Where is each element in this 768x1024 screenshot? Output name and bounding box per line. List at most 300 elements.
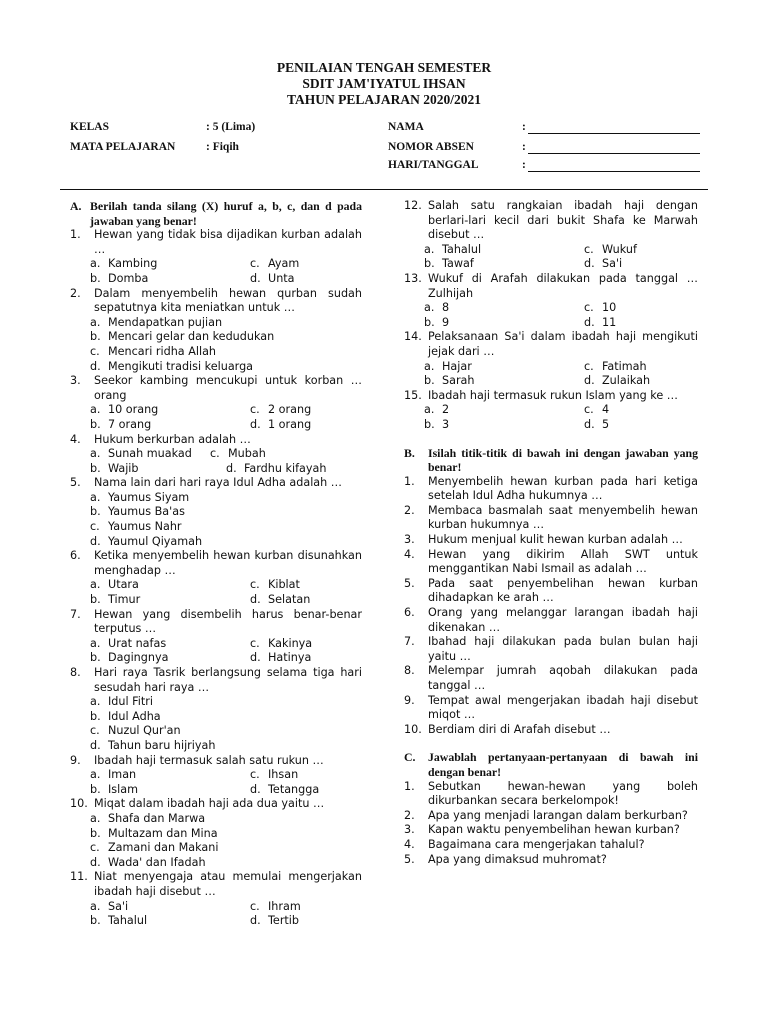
option-letter: a. <box>90 768 101 782</box>
option-letter: c. <box>250 257 260 271</box>
mapel-label: MATA PELAJARAN <box>70 141 176 153</box>
option-letter: a. <box>424 242 435 256</box>
question-text: Orang yang melanggar larangan ibadah haji dikenakan … <box>428 606 698 634</box>
options <box>404 360 698 389</box>
question-text: Pada saat penyembelihan hewan kurban dihadapkan ke arah … <box>428 576 698 605</box>
option-c[interactable] <box>250 578 410 593</box>
options <box>70 491 362 549</box>
question-number: 5. <box>404 852 415 866</box>
option-text: Tawaf <box>442 257 474 271</box>
question-number: 8. <box>404 664 415 678</box>
option-d[interactable] <box>584 418 744 433</box>
question-number: 8. <box>70 666 81 679</box>
question-6 <box>404 606 698 635</box>
question-number: 13. <box>404 271 422 285</box>
question-1 <box>404 780 698 809</box>
option-text: Sa'i <box>602 257 623 271</box>
option-c[interactable] <box>210 447 266 462</box>
option-text: Tertib <box>268 914 300 928</box>
option-c[interactable] <box>90 520 362 535</box>
option-b[interactable] <box>424 374 584 389</box>
question-stem <box>404 199 698 243</box>
question-stem <box>404 330 698 359</box>
options <box>70 578 362 607</box>
question-number: 10. <box>70 797 88 811</box>
option-text: 5 <box>602 417 610 431</box>
question-5 <box>404 853 698 868</box>
question-9 <box>404 694 698 723</box>
option-d[interactable] <box>250 651 410 666</box>
option-letter: d. <box>90 359 101 373</box>
question-number: 6. <box>70 549 81 563</box>
option-letter: b. <box>90 417 101 431</box>
question-number: 3. <box>70 374 81 388</box>
question-text: Sebutkan hewan-hewan yang boleh dikurbankan secara berkelompok! <box>428 779 698 808</box>
question-text: Niat menyengaja atau memulai mengerjakan ibadah haji disebut … <box>94 870 362 898</box>
question-stem <box>404 389 698 404</box>
option-text: Idul Adha <box>108 709 161 723</box>
question-text: Ibadah haji termasuk rukun Islam yang ke … <box>428 388 678 402</box>
question-4 <box>404 548 698 577</box>
question-3 <box>404 533 698 548</box>
option-text: Unta <box>268 271 295 285</box>
option-d[interactable] <box>584 257 744 272</box>
left-column <box>70 199 362 929</box>
option-b[interactable] <box>90 593 250 608</box>
option-row <box>90 257 362 272</box>
question-10 <box>404 723 698 738</box>
option-text: Hatinya <box>268 651 312 665</box>
absen-field[interactable] <box>528 153 700 154</box>
option-letter: a. <box>90 447 101 461</box>
question-stem <box>70 754 362 769</box>
question-text: Apa yang menjadi larangan dalam berkurban? <box>428 808 688 822</box>
options <box>70 695 362 753</box>
option-text: Tahalul <box>108 914 148 928</box>
option-a[interactable] <box>424 301 584 316</box>
section-b-questions <box>404 475 698 738</box>
option-row <box>90 651 362 666</box>
question-number: 2. <box>70 286 81 300</box>
question-stem <box>70 666 362 695</box>
option-b[interactable] <box>424 418 584 433</box>
question-2 <box>404 809 698 824</box>
question-stem <box>70 476 362 491</box>
question-12 <box>404 199 698 272</box>
option-letter: b. <box>90 505 101 519</box>
option-b[interactable] <box>90 783 250 798</box>
nama-field[interactable] <box>528 133 700 134</box>
option-letter: d. <box>250 593 261 607</box>
question-stem <box>70 608 362 637</box>
option-a[interactable] <box>90 768 250 783</box>
question-7 <box>70 608 362 666</box>
option-c[interactable] <box>250 637 410 652</box>
option-d[interactable] <box>90 739 362 754</box>
option-d[interactable] <box>250 783 410 798</box>
question-stem <box>70 287 362 316</box>
question-1 <box>404 475 698 504</box>
option-text: 7 orang <box>108 417 152 431</box>
question-text: Dalam menyembelih hewan qurban sudah sepatutnya kita meniatkan untuk … <box>94 286 362 315</box>
option-row <box>90 578 362 593</box>
question-stem <box>70 549 362 578</box>
question-text: Seekor kambing mencukupi untuk korban … orang <box>94 374 362 402</box>
option-letter: d. <box>584 257 595 271</box>
section-a-heading: A. Berilah tanda silang (X) huruf a, b, c, dan d pada jawaban yang benar! <box>70 199 362 228</box>
question-9 <box>70 754 362 798</box>
option-letter: a. <box>90 578 101 592</box>
option-letter: b. <box>90 709 101 723</box>
option-text: 9 <box>442 315 450 329</box>
question-number: 10. <box>404 722 422 736</box>
option-d[interactable] <box>584 374 744 389</box>
tanggal-field[interactable] <box>528 171 700 172</box>
section-c-questions <box>404 780 698 868</box>
option-text: Ihsan <box>268 768 299 782</box>
question-stem <box>70 374 362 403</box>
option-b[interactable] <box>90 272 250 287</box>
option-letter: a. <box>90 490 101 504</box>
question-text: Ibadah haji termasuk salah satu rukun … <box>94 753 324 767</box>
options <box>70 812 362 870</box>
question-number: 12. <box>404 199 422 212</box>
question-stem <box>70 797 362 812</box>
question-text: Nama lain dari hari raya Idul Adha adalah … <box>94 476 342 490</box>
question-10 <box>70 797 362 870</box>
option-letter: c. <box>250 768 260 782</box>
question-text: Kapan waktu penyembelihan hewan kurban? <box>428 823 680 837</box>
option-b[interactable] <box>90 914 250 929</box>
options <box>404 301 698 330</box>
option-text: 10 orang <box>108 403 159 417</box>
options <box>70 316 362 374</box>
question-text: Menyembelih hewan kurban pada hari ketiga setelah Idul Adha hukumnya … <box>428 474 698 503</box>
option-a[interactable] <box>424 243 584 258</box>
option-text: Domba <box>108 271 149 285</box>
option-letter: c. <box>250 636 260 650</box>
question-text: Ibahad haji dilakukan pada bulan bulan haji yaitu … <box>428 635 698 663</box>
section-b-heading: B. Isilah titik-titik di bawah ini dengan jawaban yang benar! <box>404 445 698 475</box>
question-text: Hukum menjual kulit hewan kurban adalah … <box>428 533 683 547</box>
question-text: Apa yang dimaksud muhromat? <box>428 852 607 866</box>
option-text: 11 <box>602 315 617 329</box>
option-c[interactable] <box>90 724 362 739</box>
option-text: Yaumus Siyam <box>108 490 190 504</box>
option-d[interactable] <box>90 535 362 550</box>
question-number: 1. <box>70 228 81 242</box>
option-letter: c. <box>250 899 260 913</box>
question-8 <box>404 664 698 693</box>
question-number: 4. <box>404 547 415 561</box>
option-row <box>90 900 362 915</box>
option-letter: b. <box>90 271 101 285</box>
option-letter: b. <box>424 257 435 271</box>
option-letter: b. <box>90 914 101 928</box>
question-text: Berdiam diri di Arafah disebut … <box>428 722 611 736</box>
title-line-2: SDIT JAM'IYATUL IHSAN <box>302 76 466 91</box>
option-text: 2 orang <box>268 403 312 417</box>
option-letter: a. <box>424 359 435 373</box>
absen-label: NOMOR ABSEN <box>388 141 474 153</box>
option-text: Yaumul Qiyamah <box>108 534 203 548</box>
option-letter: d. <box>250 651 261 665</box>
option-row <box>424 257 698 272</box>
option-text: Mendapatkan pujian <box>108 315 223 329</box>
question-text: Membaca basmalah saat menyembelih hewan kurban hukumnya … <box>428 503 698 532</box>
question-text: Wukuf di Arafah dilakukan pada tanggal … Zulhijah <box>428 271 698 300</box>
option-letter: a. <box>424 301 435 315</box>
option-c[interactable] <box>584 403 744 418</box>
option-b[interactable] <box>90 330 362 345</box>
options <box>70 768 362 797</box>
option-b[interactable] <box>90 651 250 666</box>
question-3 <box>70 374 362 432</box>
option-text: Dagingnya <box>108 651 169 665</box>
option-row <box>424 301 698 316</box>
question-number: 14. <box>404 330 422 344</box>
question-13 <box>404 272 698 330</box>
kelas-label: KELAS <box>70 121 109 133</box>
option-row <box>90 783 362 798</box>
option-text: Kakinya <box>268 636 313 650</box>
option-letter: d. <box>90 534 101 548</box>
option-text: Yaumus Ba'as <box>108 505 185 519</box>
option-a[interactable] <box>90 578 250 593</box>
question-number: 7. <box>404 635 415 649</box>
option-a[interactable] <box>90 257 250 272</box>
option-c[interactable] <box>584 243 744 258</box>
option-row <box>424 360 698 375</box>
question-text: Pelaksanaan Sa'i dalam ibadah haji mengikuti jejak dari … <box>428 330 698 358</box>
question-stem <box>70 433 362 448</box>
question-6 <box>70 549 362 607</box>
option-b[interactable] <box>90 710 362 725</box>
option-c[interactable] <box>584 301 744 316</box>
option-b[interactable] <box>424 257 584 272</box>
question-number: 7. <box>70 607 81 621</box>
option-text: Hajar <box>442 359 472 373</box>
options <box>404 403 698 432</box>
option-a[interactable] <box>424 403 584 418</box>
question-text: Salah satu rangkaian ibadah haji dengan berlari-lari kecil dari bukit Shafa ke Marwah disebut … <box>428 199 698 242</box>
option-text: Mubah <box>228 447 266 461</box>
option-letter: c. <box>250 403 260 417</box>
option-b[interactable] <box>90 418 250 433</box>
option-letter: d. <box>250 271 261 285</box>
option-c[interactable] <box>250 403 410 418</box>
option-a[interactable] <box>90 403 250 418</box>
option-text: Urat nafas <box>108 636 167 650</box>
option-b[interactable] <box>424 316 584 331</box>
option-text: 10 <box>602 301 617 315</box>
question-stem <box>70 870 362 899</box>
option-c[interactable] <box>250 900 410 915</box>
option-letter: c. <box>90 841 100 855</box>
option-text: Timur <box>108 593 141 607</box>
option-text: Mencari ridha Allah <box>108 344 217 358</box>
option-text: Nuzul Qur'an <box>108 724 181 738</box>
option-row <box>90 403 362 418</box>
option-d[interactable] <box>90 856 362 871</box>
option-row <box>90 272 362 287</box>
question-number: 4. <box>404 837 415 851</box>
option-d[interactable] <box>90 360 362 375</box>
question-number: 11. <box>70 870 88 884</box>
tanggal-colon: : <box>522 159 526 171</box>
option-letter: c. <box>584 403 594 417</box>
option-d[interactable] <box>584 316 744 331</box>
option-letter: d. <box>250 914 261 928</box>
option-row <box>90 768 362 783</box>
option-text: Ihram <box>268 899 301 913</box>
question-text: Tempat awal mengerjakan ibadah haji disebut miqot … <box>428 693 698 722</box>
question-number: 1. <box>404 779 415 793</box>
option-letter: b. <box>424 374 435 388</box>
option-text: Kiblat <box>268 578 300 592</box>
question-1 <box>70 228 362 286</box>
question-number: 4. <box>70 432 81 446</box>
options <box>70 257 362 286</box>
option-text: Sunah muakad <box>108 447 192 461</box>
options <box>70 403 362 432</box>
title-line-3: TAHUN PELAJARAN 2020/2021 <box>286 92 481 107</box>
option-row <box>424 374 698 389</box>
option-d[interactable] <box>250 914 410 929</box>
option-c[interactable] <box>250 768 410 783</box>
question-2 <box>404 504 698 533</box>
option-text: Iman <box>108 768 137 782</box>
option-letter: b. <box>90 330 101 344</box>
option-text: Kambing <box>108 257 158 271</box>
option-row <box>424 316 698 331</box>
question-7 <box>404 635 698 664</box>
absen-colon: : <box>522 141 526 153</box>
tanggal-label: HARI/TANGGAL <box>388 159 479 171</box>
option-d[interactable] <box>250 418 410 433</box>
option-text: Tahalul <box>442 242 482 256</box>
question-number: 15. <box>404 388 422 402</box>
question-number: 9. <box>70 753 81 767</box>
question-14 <box>404 330 698 388</box>
option-row <box>90 418 362 433</box>
option-letter: c. <box>584 301 594 315</box>
option-letter: a. <box>90 899 101 913</box>
right-column <box>404 199 698 867</box>
option-text: 8 <box>442 301 450 315</box>
nama-label: NAMA <box>388 121 424 133</box>
option-text: 2 <box>442 403 450 417</box>
option-letter: b. <box>90 593 101 607</box>
option-text: Tahun baru hijriyah <box>108 738 216 752</box>
option-letter: a. <box>90 315 101 329</box>
option-a[interactable] <box>90 491 362 506</box>
option-d[interactable] <box>250 593 410 608</box>
question-text: Hari raya Tasrik berlangsung selama tiga hari sesudah hari raya … <box>94 666 362 694</box>
option-letter: d. <box>584 417 595 431</box>
option-letter: d. <box>90 855 101 869</box>
option-a[interactable] <box>424 360 584 375</box>
option-a[interactable] <box>90 695 362 710</box>
question-11 <box>70 870 362 928</box>
option-b[interactable] <box>90 462 226 477</box>
option-c[interactable] <box>90 345 362 360</box>
option-a[interactable] <box>90 900 250 915</box>
option-text: Tetangga <box>268 782 320 796</box>
option-row <box>424 403 698 418</box>
option-text: Zamani dan Makani <box>108 841 219 855</box>
option-text: Utara <box>108 578 139 592</box>
nama-colon: : <box>522 121 526 133</box>
option-row <box>90 462 362 477</box>
option-text: 3 <box>442 417 450 431</box>
question-8 <box>70 666 362 754</box>
option-letter: d. <box>226 461 237 475</box>
options <box>70 447 362 476</box>
question-text: Hewan yang dikirim Allah SWT untuk menggantikan Nabi Ismail as adalah … <box>428 547 698 576</box>
option-b[interactable] <box>90 827 362 842</box>
option-letter: b. <box>90 782 101 796</box>
option-c[interactable] <box>250 257 410 272</box>
option-text: Wajib <box>108 461 139 475</box>
question-5 <box>404 577 698 606</box>
question-text: Ketika menyembelih hewan kurban disunahkan menghadap … <box>94 549 362 577</box>
option-text: Sa'i <box>108 899 129 913</box>
option-text: Islam <box>108 782 138 796</box>
option-letter: c. <box>90 344 100 358</box>
option-a[interactable] <box>90 637 250 652</box>
option-a[interactable] <box>90 812 362 827</box>
kelas-value: : 5 (Lima) <box>206 121 256 133</box>
option-c[interactable] <box>90 841 362 856</box>
option-letter: a. <box>90 636 101 650</box>
section-c-heading: C. Jawablah pertanyaan-pertanyaan di bawah ini dengan benar! <box>404 750 698 779</box>
options <box>70 900 362 929</box>
header-divider <box>60 189 708 190</box>
question-text: Hewan yang disembelih harus benar-benar terputus … <box>94 607 362 636</box>
question-5 <box>70 476 362 549</box>
option-row <box>90 914 362 929</box>
option-letter: b. <box>424 417 435 431</box>
option-row <box>90 637 362 652</box>
option-letter: c. <box>210 447 220 461</box>
option-letter: d. <box>584 315 595 329</box>
options <box>404 243 698 272</box>
option-a[interactable] <box>90 447 210 462</box>
option-row <box>424 243 698 258</box>
section-a-questions-left <box>70 228 362 929</box>
question-4 <box>70 433 362 477</box>
option-a[interactable] <box>90 316 362 331</box>
option-text: Wukuf <box>602 242 637 256</box>
option-letter: d. <box>250 782 261 796</box>
option-letter: d. <box>90 738 101 752</box>
option-letter: c. <box>584 242 594 256</box>
option-letter: a. <box>424 403 435 417</box>
question-4 <box>404 838 698 853</box>
option-b[interactable] <box>90 505 362 520</box>
option-c[interactable] <box>584 360 744 375</box>
option-text: Sarah <box>442 374 475 388</box>
question-number: 3. <box>404 823 415 837</box>
option-text: Zulaikah <box>602 374 651 388</box>
question-2 <box>70 287 362 375</box>
option-d[interactable] <box>226 462 326 477</box>
question-3 <box>404 823 698 838</box>
options <box>70 637 362 666</box>
option-letter: c. <box>250 578 260 592</box>
option-d[interactable] <box>250 272 410 287</box>
